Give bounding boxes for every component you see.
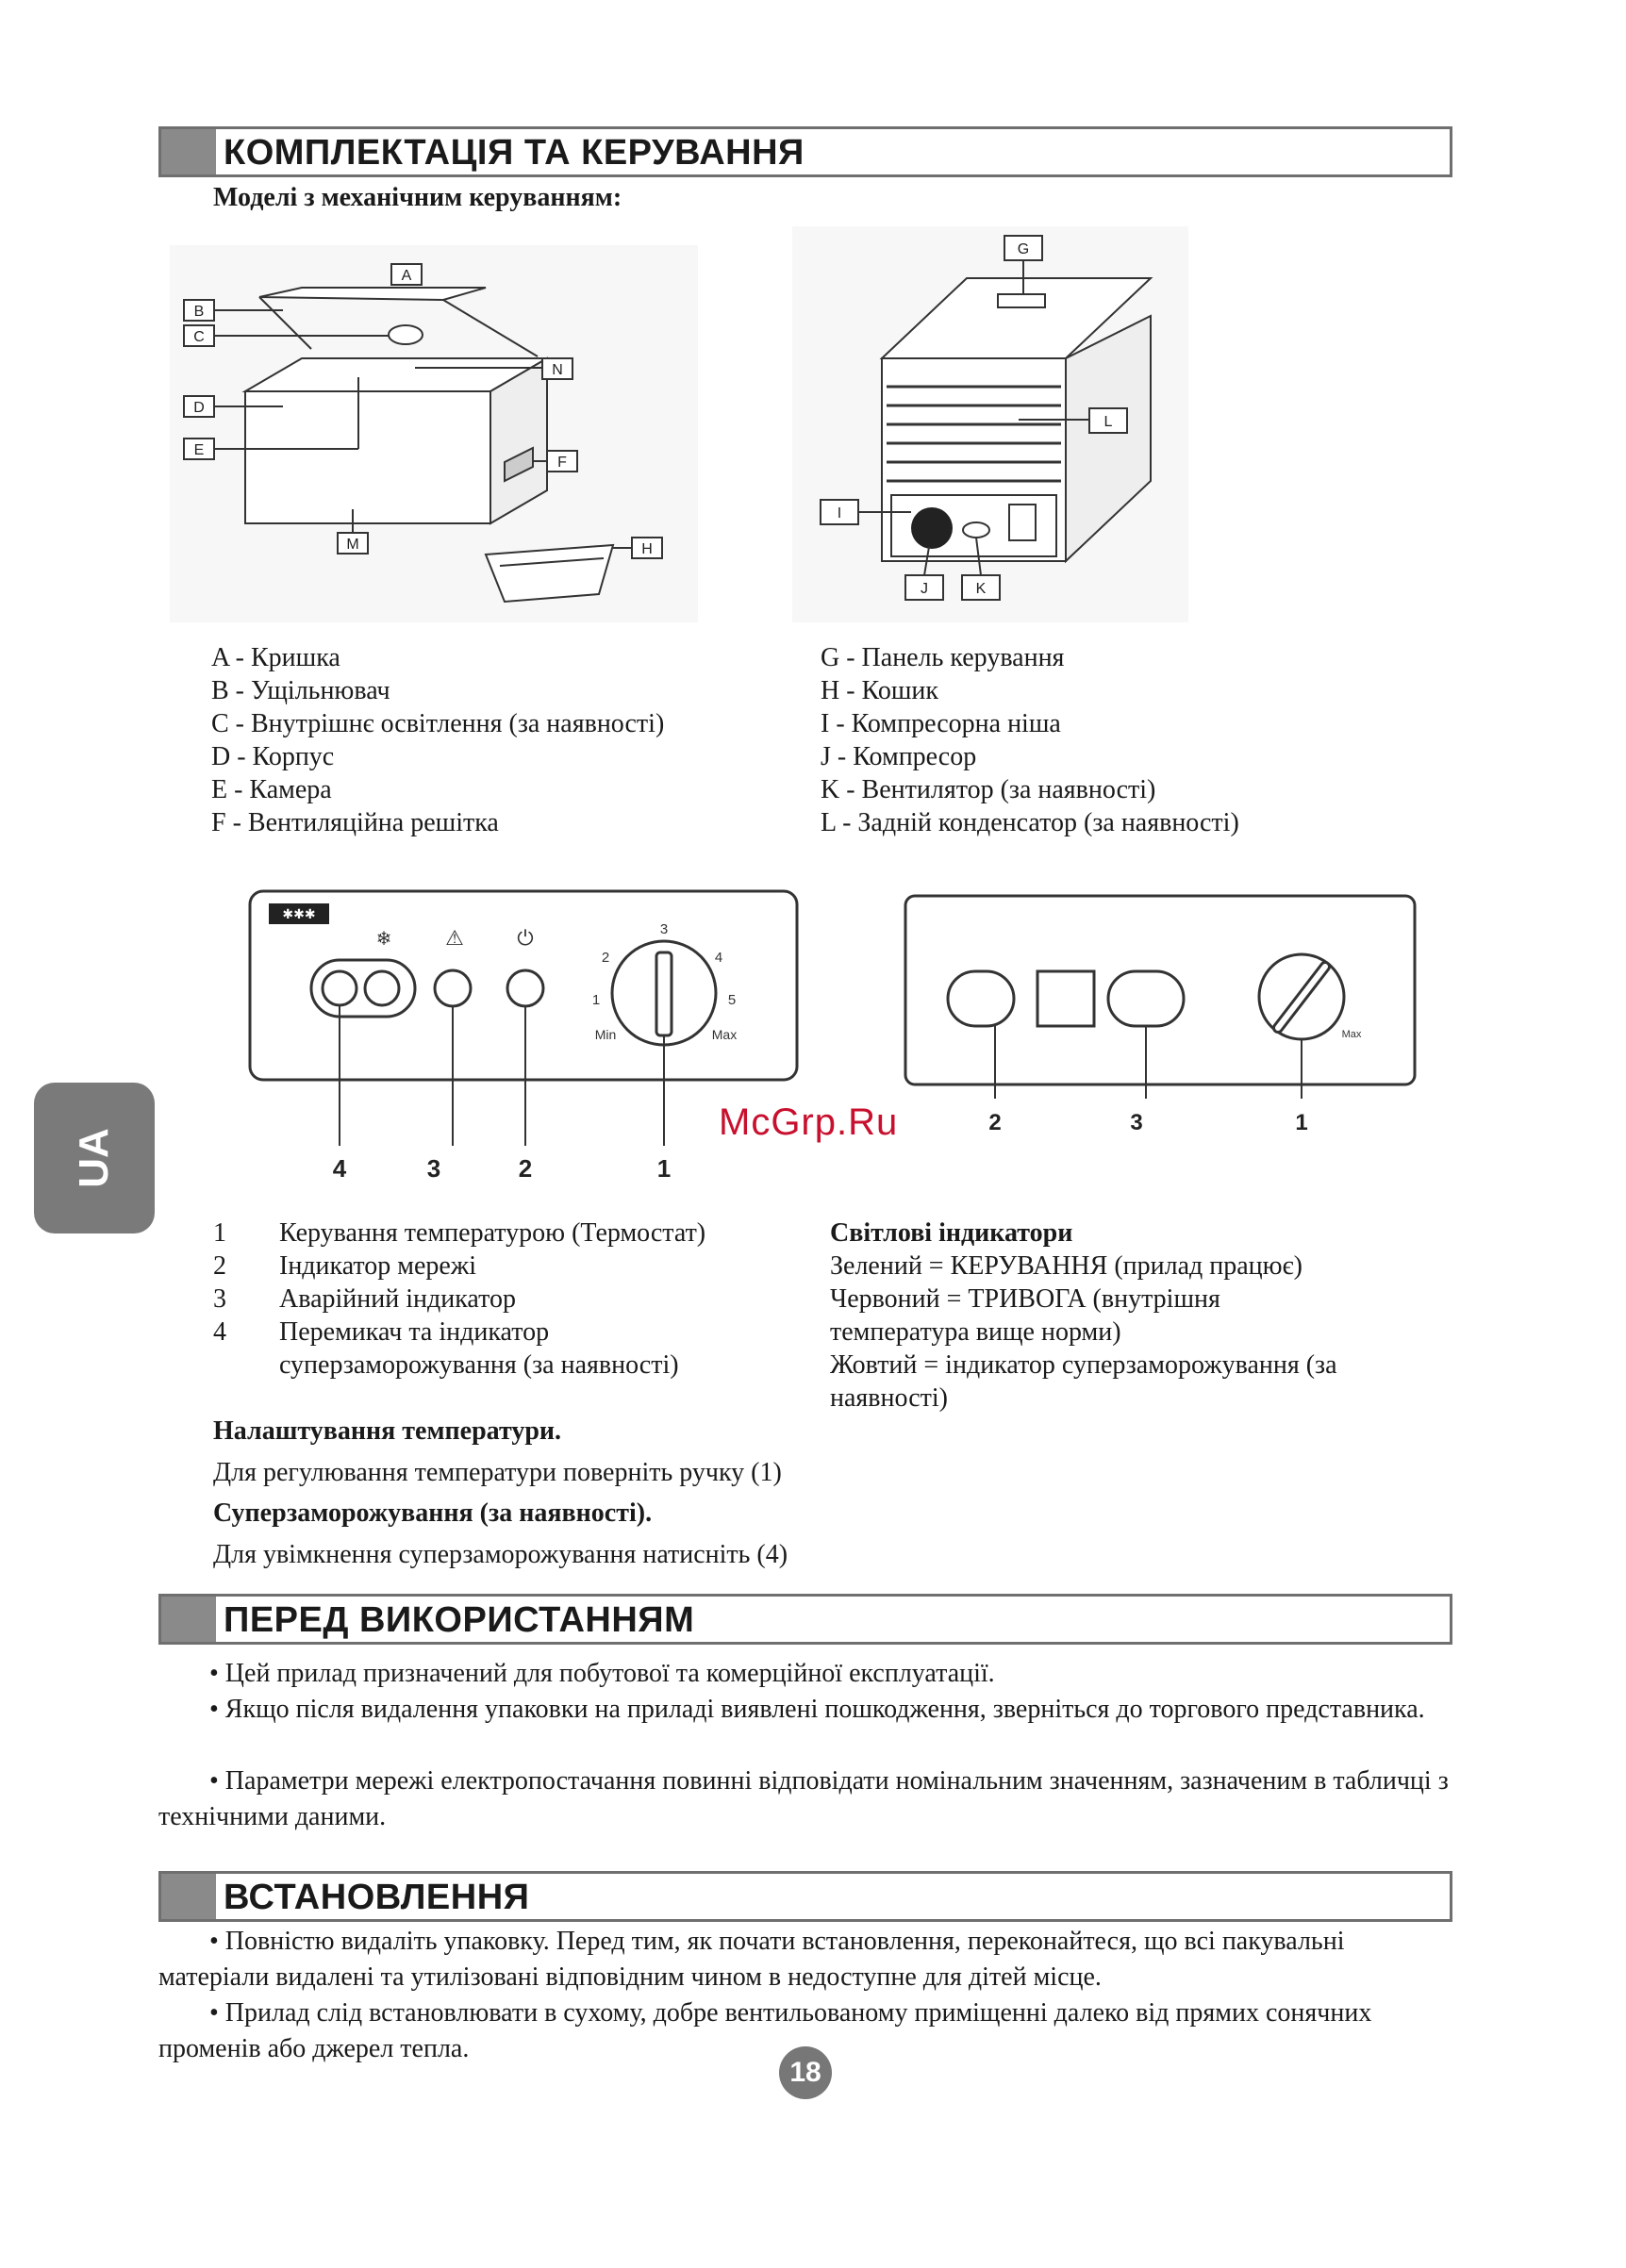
models-subtitle: Моделі з механічним керуванням: <box>213 183 622 212</box>
label-M-text: M <box>346 537 359 553</box>
callout-3: 3 <box>426 1154 441 1183</box>
label-L-text: L <box>1103 414 1113 430</box>
dial-mark: 2 <box>601 950 610 966</box>
before-use-bullet: • Цей прилад призначений для побутової та комерційної експлуатації. <box>209 1659 995 1688</box>
control-panel-diagram-1 <box>236 877 802 1188</box>
control-text: Індикатор мережі <box>279 1251 476 1281</box>
control-text-cont: суперзаморожування (за наявності) <box>279 1350 679 1380</box>
superfreeze-text: Для увімкнення суперзаморожування натисніть (4) <box>213 1540 788 1569</box>
label-J-text: J <box>921 581 928 597</box>
lights-line: Зелений = КЕРУВАННЯ (прилад працює) <box>830 1251 1302 1281</box>
callout-2: 2 <box>518 1154 533 1183</box>
callout-4: 4 <box>332 1154 347 1183</box>
label-F-text: F <box>557 455 567 471</box>
legend-item: I - Компресорна ніша <box>821 709 1061 738</box>
dial-mark: 4 <box>714 950 723 966</box>
lights-line: Червоний = ТРИВОГА (внутрішня <box>830 1284 1220 1314</box>
snowflake-icon: ❄ <box>375 929 392 950</box>
control-text: Аварійний індикатор <box>279 1284 516 1314</box>
header-accent-bar <box>161 129 216 174</box>
label-C-text: C <box>193 329 205 345</box>
label-A-text: A <box>401 268 412 284</box>
legend-item: E - Камера <box>211 775 332 804</box>
callout-2: 2 <box>988 1110 1002 1135</box>
control-panel-diagram-2 <box>896 886 1424 1141</box>
legend-item: G - Панель керування <box>821 643 1065 672</box>
legend-item: F - Вентиляційна решітка <box>211 808 499 837</box>
svg-text:✱✱✱: ✱✱✱ <box>282 906 316 921</box>
section-title: ВСТАНОВЛЕННЯ <box>224 1878 530 1917</box>
lights-line: температура вище норми) <box>830 1317 1121 1347</box>
language-tab <box>34 1083 155 1233</box>
control-text: Керування температурою (Термостат) <box>279 1218 706 1248</box>
control-num: 3 <box>213 1284 226 1314</box>
legend-item: D - Корпус <box>211 742 335 771</box>
lights-line: Жовтий = індикатор суперзаморожування (за <box>830 1350 1337 1380</box>
dial-max-2: Max <box>1341 1029 1362 1040</box>
section-title: ПЕРЕД ВИКОРИСТАННЯМ <box>224 1600 695 1640</box>
lights-heading: Світлові індикатори <box>830 1218 1073 1248</box>
warning-icon: ⚠ <box>445 926 464 950</box>
dial-mark: 3 <box>659 921 669 937</box>
legend-item: L - Задній конденсатор (за наявності) <box>821 808 1239 837</box>
lights-line: наявності) <box>830 1383 948 1413</box>
freezer-rear-diagram <box>792 226 1188 622</box>
legend-item: C - Внутрішнє освітлення (за наявності) <box>211 709 665 738</box>
callout-1: 1 <box>1295 1110 1308 1135</box>
before-use-bullet: • Параметри мережі електропостачання повинні відповідати номінальним значенням, зазначеним в табличці з технічними даними. <box>158 1766 1449 1831</box>
callout-1: 1 <box>656 1154 672 1183</box>
temp-heading: Налаштування температури. <box>213 1416 562 1446</box>
section-header-installation <box>158 1871 1452 1922</box>
label-H-text: H <box>641 541 653 557</box>
legend-item: A - Кришка <box>211 643 340 672</box>
superfreeze-heading: Суперзаморожування (за наявності). <box>213 1498 653 1528</box>
header-accent-bar <box>161 1597 216 1642</box>
control-num: 1 <box>213 1218 226 1248</box>
callout-3: 3 <box>1130 1110 1143 1135</box>
temp-text: Для регулювання температури поверніть ручку (1) <box>213 1458 782 1487</box>
dial-max: Max <box>711 1027 738 1042</box>
section-header-equipment <box>158 126 1452 177</box>
legend-item: K - Вентилятор (за наявності) <box>821 775 1156 804</box>
label-G-text: G <box>1017 241 1030 257</box>
control-num: 2 <box>213 1251 226 1281</box>
dial-min: Min <box>594 1027 617 1042</box>
header-accent-bar <box>161 1874 216 1919</box>
legend-item: B - Ущільнювач <box>211 676 390 705</box>
label-D-text: D <box>193 400 205 416</box>
section-title: КОМПЛЕКТАЦІЯ ТА КЕРУВАННЯ <box>224 133 805 173</box>
language-tab-label: UA <box>71 1128 117 1188</box>
chest-freezer-diagram <box>170 245 698 622</box>
label-E-text: E <box>193 442 205 458</box>
label-K-text: K <box>975 581 987 597</box>
dial-mark: 5 <box>727 992 737 1008</box>
dial-mark: 1 <box>591 992 601 1008</box>
power-icon: ⏻ <box>517 926 534 950</box>
watermark: McGrp.Ru <box>719 1101 899 1143</box>
installation-bullet: • Повністю видаліть упаковку. Перед тим, як почати встановлення, переконайтеся, що всі пакувальні матеріали видалені та утилізовані відповідним чином в недоступне для дітей місце. <box>158 1927 1345 1992</box>
before-use-bullet: • Якщо після видалення упаковки на приладі виявлені пошкодження, зверніться до торгового представника. <box>209 1695 1425 1724</box>
legend-item: J - Компресор <box>821 742 977 771</box>
label-N-text: N <box>552 362 563 378</box>
installation-bullet: • Прилад слід встановлювати в сухому, добре вентильованому приміщенні далеко від прямих сонячних променів або джерел тепла. <box>158 1998 1372 2063</box>
control-text: Перемикач та індикатор <box>279 1317 550 1347</box>
section-header-before-use <box>158 1594 1452 1645</box>
legend-item: H - Кошик <box>821 676 938 705</box>
label-I-text: I <box>837 505 842 521</box>
page-number: 18 <box>779 2046 832 2099</box>
control-num: 4 <box>213 1317 226 1347</box>
label-B-text: B <box>193 304 205 320</box>
